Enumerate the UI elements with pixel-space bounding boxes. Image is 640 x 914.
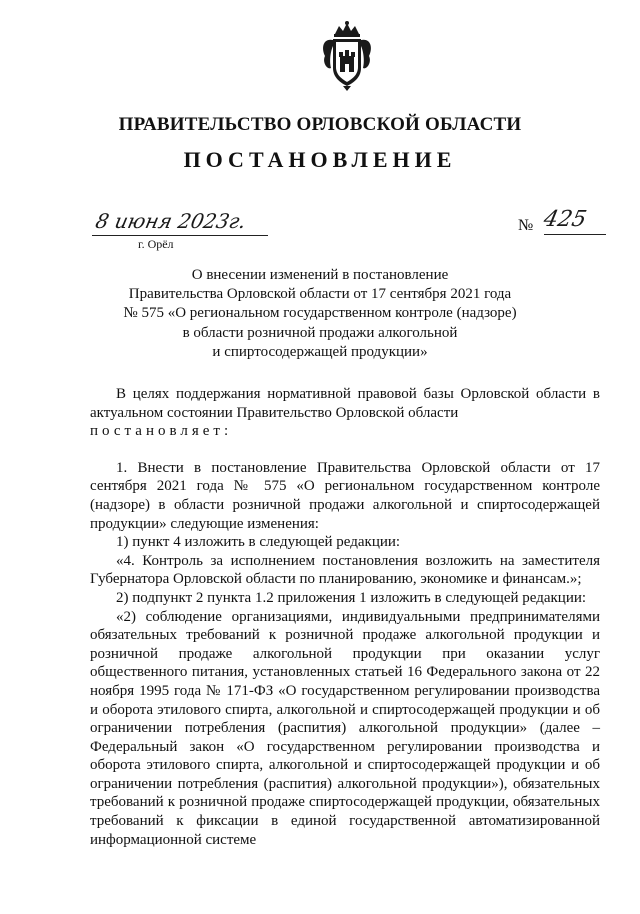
date-underline [92, 235, 268, 236]
document-body [90, 385, 600, 849]
date-block [92, 209, 272, 257]
handwritten-date: 8 июня 2023г. [93, 209, 249, 233]
document-subject [0, 266, 640, 362]
organization-title: ПРАВИТЕЛЬСТВО ОРЛОВСКОЙ ОБЛАСТИ [118, 114, 522, 135]
subject-line: О внесении изменений в постановление [191, 267, 449, 283]
preamble-paragraph: В целях поддержания нормативной правовой базы Орловской области в актуальном состоянии Правительство Орловской области [90, 386, 600, 421]
subject-line: № 575 «О региональном государственном контроле (надзоре) [123, 305, 517, 322]
quote-2-paragraph: «2) соблюдение организациями, индивидуальными предпринимателями обязательных требований к розничной продаже алкогольной продукции и розничной продаже алкогольной продукции при оказании услуг общественного питания, установленных статьей 16 Федерального закона от 22 ноября 1995 года № 171-ФЗ «О государственном регулировании производства и оборота этилового спирта, алкогольной и спиртосодержащей продукции и об ограничении потребления (распития) алкогольной продукции» (далее – Федеральный закон «О государственном регулировании производства и оборота этилового спирта, алкогольной и спиртосодержащей продукции и об ограничении потребления (распития) алкогольной продукции»), обязательных требований к розничной продаже спиртосодержащей продукции, обязательных требований к фиксации в единой государственной автоматизированной информационной системе [90, 608, 600, 848]
subject-line: в области розничной продажи алкогольной [182, 324, 458, 341]
city-label: г. Орёл [138, 237, 174, 251]
item-1-paragraph: 1. Внести в постановление Правительства Орловской области от 17 сентября 2021 года № 575 «О региональном государственном контроле (надзоре) в области розничной продажи алкогольной и спиртосодержащей продукции» следующие изменения: [90, 459, 600, 532]
document-number-block [518, 209, 608, 243]
subitem-2-paragraph: 2) подпункт 2 пункта 1.2 приложения 1 изложить в следующей редакции: [116, 589, 587, 606]
resolves-word: постановляет: [90, 423, 233, 440]
quote-1-paragraph: «4. Контроль за исполнением постановления возложить на заместителя Губернатора Орловской области по планированию, экономике и финансам.»; [90, 552, 600, 588]
subitem-1-paragraph: 1) пункт 4 изложить в следующей редакции: [116, 534, 401, 551]
handwritten-number: 425 [541, 207, 589, 232]
subject-line: и спиртосодержащей продукции» [212, 343, 428, 360]
subject-line: Правительства Орловской области от 17 сентября 2021 года [128, 286, 512, 303]
document-type-title: ПОСТАНОВЛЕНИЕ [183, 147, 457, 172]
number-sign: № [518, 217, 534, 234]
coat-of-arms-icon [319, 20, 375, 92]
number-underline [544, 234, 606, 235]
